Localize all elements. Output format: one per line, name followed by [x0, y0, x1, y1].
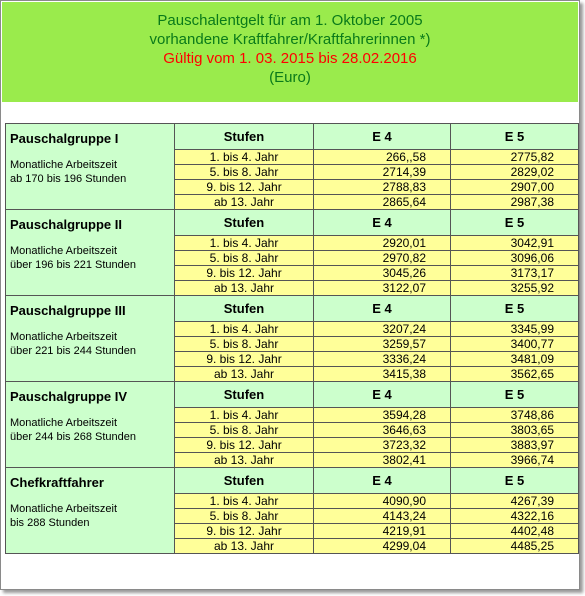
e5-value-cell: 3883,97 — [451, 438, 579, 453]
group-label-cell — [6, 468, 175, 554]
e4-value-cell: 3415,38 — [314, 367, 451, 382]
e5-value-cell: 3096,06 — [451, 251, 579, 266]
col-header-stufen: Stufen — [175, 296, 314, 322]
e4-value-cell: 3594,28 — [314, 408, 451, 423]
stufe-cell: 9. bis 12. Jahr — [175, 266, 314, 281]
group-label-cell — [6, 210, 175, 296]
group-desc-1: Monatliche Arbeitszeit — [10, 245, 117, 257]
stufe-cell: 5. bis 8. Jahr — [175, 423, 314, 438]
e4-value-cell: 3646,63 — [314, 423, 451, 438]
e4-value-cell: 2714,39 — [314, 165, 451, 180]
col-header-e5: E 5 — [451, 296, 579, 322]
group-header-row — [6, 124, 579, 150]
group-desc-1: Monatliche Arbeitszeit — [10, 159, 117, 171]
e4-value-cell: 2788,83 — [314, 180, 451, 195]
e4-value-cell: 4090,90 — [314, 494, 451, 509]
col-header-stufen: Stufen — [175, 124, 314, 150]
stufe-cell: 5. bis 8. Jahr — [175, 165, 314, 180]
e4-value-cell: 3336,24 — [314, 352, 451, 367]
e5-value-cell: 2907,00 — [451, 180, 579, 195]
col-header-e4: E 4 — [314, 382, 451, 408]
col-header-stufen: Stufen — [175, 468, 314, 494]
title-line-2: vorhandene Kraftfahrer/Kraftfahrerinnen *) — [149, 31, 431, 48]
e5-value-cell: 4485,25 — [451, 539, 579, 554]
e5-value-cell: 3562,65 — [451, 367, 579, 382]
group-desc-2: über 221 bis 244 Stunden — [10, 345, 136, 357]
group-label-cell — [6, 124, 175, 210]
group-desc-2: über 244 bis 268 Stunden — [10, 431, 136, 443]
group-header-row — [6, 468, 579, 494]
e5-value-cell: 4402,48 — [451, 524, 579, 539]
e5-value-cell: 4267,39 — [451, 494, 579, 509]
e4-value-cell: 4143,24 — [314, 509, 451, 524]
col-header-e4: E 4 — [314, 124, 451, 150]
group-desc-1: Monatliche Arbeitszeit — [10, 331, 117, 343]
col-header-e4: E 4 — [314, 210, 451, 236]
col-header-stufen: Stufen — [175, 382, 314, 408]
stufe-cell: 5. bis 8. Jahr — [175, 251, 314, 266]
col-header-e4: E 4 — [314, 468, 451, 494]
stufe-cell: ab 13. Jahr — [175, 539, 314, 554]
group-label-cell — [6, 382, 175, 468]
e5-value-cell: 3400,77 — [451, 337, 579, 352]
group-name: Pauschalgruppe III — [10, 303, 126, 318]
stufe-cell: 9. bis 12. Jahr — [175, 524, 314, 539]
group-desc-2: über 196 bis 221 Stunden — [10, 259, 136, 271]
e4-value-cell: 3259,57 — [314, 337, 451, 352]
e5-value-cell: 3173,17 — [451, 266, 579, 281]
e5-value-cell: 3042,91 — [451, 236, 579, 251]
col-header-e5: E 5 — [451, 124, 579, 150]
e4-value-cell: 2970,82 — [314, 251, 451, 266]
stufe-cell: ab 13. Jahr — [175, 367, 314, 382]
e5-value-cell: 3345,99 — [451, 322, 579, 337]
e5-value-cell: 3481,09 — [451, 352, 579, 367]
e5-value-cell: 2987,38 — [451, 195, 579, 210]
title-line-1: Pauschalentgelt für am 1. Oktober 2005 — [157, 12, 423, 29]
e5-value-cell: 2775,82 — [451, 150, 579, 165]
stufe-cell: 9. bis 12. Jahr — [175, 352, 314, 367]
e4-value-cell: 3723,32 — [314, 438, 451, 453]
group-header-row — [6, 382, 579, 408]
col-header-stufen: Stufen — [175, 210, 314, 236]
stufe-cell: 1. bis 4. Jahr — [175, 150, 314, 165]
e5-value-cell: 3255,92 — [451, 281, 579, 296]
group-name: Pauschalgruppe IV — [10, 389, 128, 404]
group-name: Chefkraftfahrer — [10, 475, 104, 490]
group-header-row — [6, 296, 579, 322]
col-header-e4: E 4 — [314, 296, 451, 322]
group-name: Pauschalgruppe I — [10, 131, 119, 146]
stufe-cell: 9. bis 12. Jahr — [175, 180, 314, 195]
stufe-cell: ab 13. Jahr — [175, 195, 314, 210]
e5-value-cell: 3803,65 — [451, 423, 579, 438]
stufe-cell: 1. bis 4. Jahr — [175, 408, 314, 423]
group-name: Pauschalgruppe II — [10, 217, 122, 232]
stufe-cell: 9. bis 12. Jahr — [175, 438, 314, 453]
e4-value-cell: 3207,24 — [314, 322, 451, 337]
col-header-e5: E 5 — [451, 210, 579, 236]
stufe-cell: ab 13. Jahr — [175, 453, 314, 468]
stufe-cell: 1. bis 4. Jahr — [175, 494, 314, 509]
stufe-cell: 5. bis 8. Jahr — [175, 337, 314, 352]
e4-value-cell: 3122,07 — [314, 281, 451, 296]
e5-value-cell: 3966,74 — [451, 453, 579, 468]
e4-value-cell: 266,,58 — [314, 150, 451, 165]
group-desc-2: bis 288 Stunden — [10, 517, 90, 529]
title-banner — [2, 2, 578, 102]
col-header-e5: E 5 — [451, 468, 579, 494]
group-label-cell — [6, 296, 175, 382]
e4-value-cell: 2865,64 — [314, 195, 451, 210]
e4-value-cell: 3045,26 — [314, 266, 451, 281]
group-desc-1: Monatliche Arbeitszeit — [10, 417, 117, 429]
e4-value-cell: 4299,04 — [314, 539, 451, 554]
col-header-e5: E 5 — [451, 382, 579, 408]
e5-value-cell: 2829,02 — [451, 165, 579, 180]
group-header-row — [6, 210, 579, 236]
salary-table — [5, 123, 579, 554]
group-desc-2: ab 170 bis 196 Stunden — [10, 173, 127, 185]
stufe-cell: 5. bis 8. Jahr — [175, 509, 314, 524]
stufe-cell: ab 13. Jahr — [175, 281, 314, 296]
e4-value-cell: 3802,41 — [314, 453, 451, 468]
group-desc-1: Monatliche Arbeitszeit — [10, 503, 117, 515]
e5-value-cell: 3748,86 — [451, 408, 579, 423]
e5-value-cell: 4322,16 — [451, 509, 579, 524]
stufe-cell: 1. bis 4. Jahr — [175, 236, 314, 251]
e4-value-cell: 4219,91 — [314, 524, 451, 539]
currency-line: (Euro) — [269, 69, 311, 86]
stufe-cell: 1. bis 4. Jahr — [175, 322, 314, 337]
e4-value-cell: 2920,01 — [314, 236, 451, 251]
validity-line: Gültig vom 1. 03. 2015 bis 28.02.2016 — [163, 50, 417, 67]
